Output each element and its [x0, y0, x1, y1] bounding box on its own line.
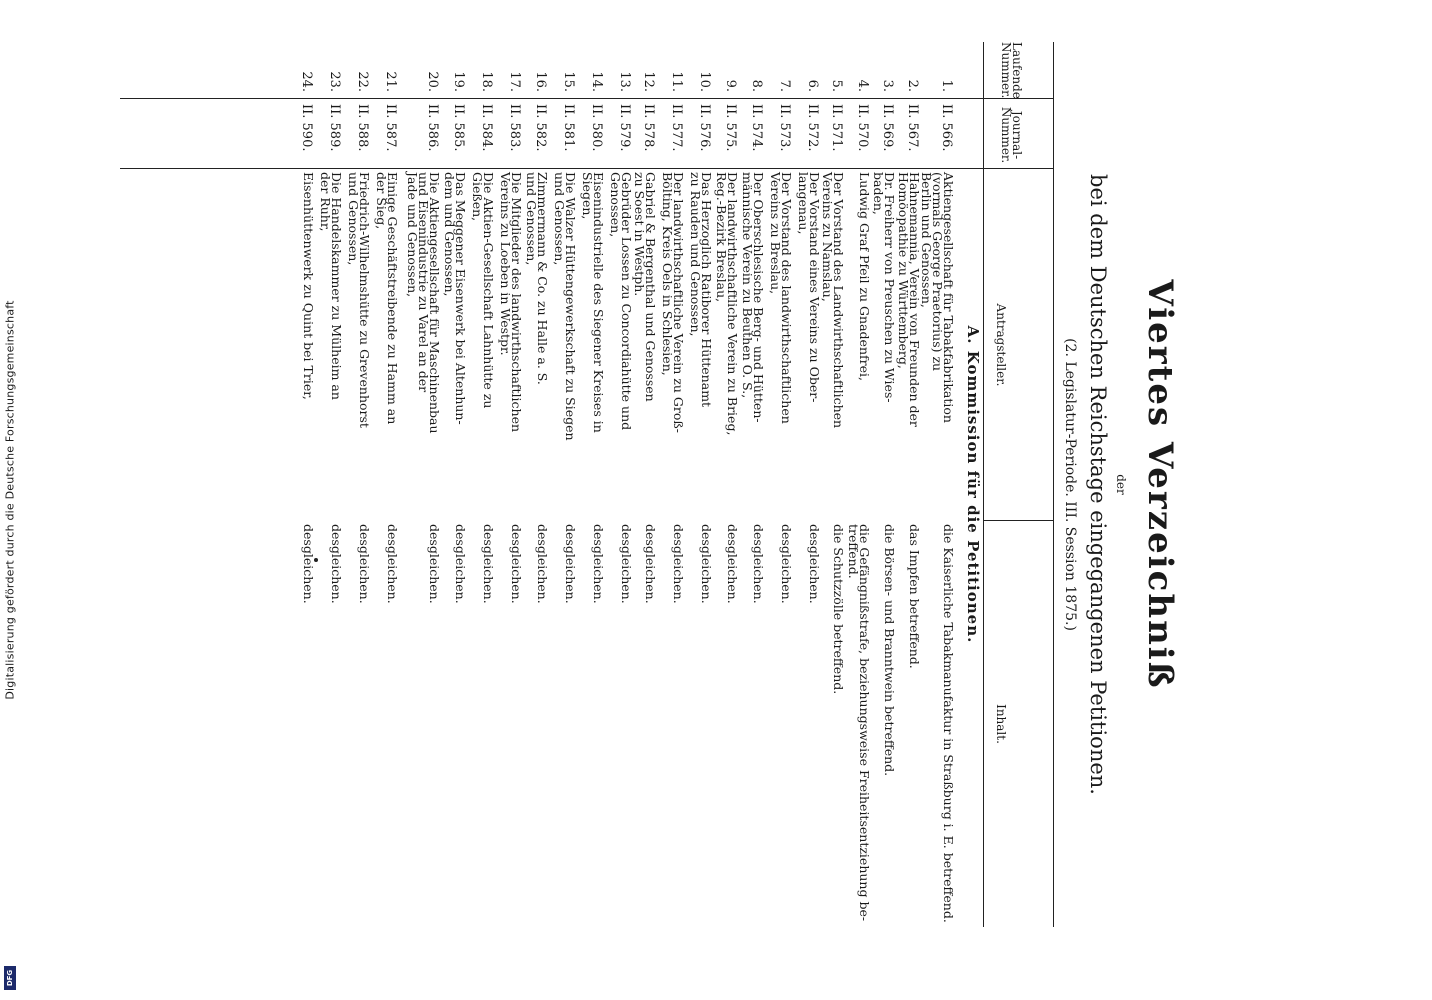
journal-number: II. 569. — [880, 104, 895, 152]
column-header-journal: Journal- Nummer. — [999, 106, 1024, 164]
inhalt-cell: desgleichen. — [779, 524, 794, 604]
inhalt-cell: desgleichen. — [699, 524, 714, 604]
antragsteller-cell: Der Vorstand des Landwirthschaftlichen Vereins zu Namslau, — [820, 172, 846, 429]
inhalt-cell: die Kaiserliche Tabakmanufaktur in Straßburg i. E. betreffend. — [941, 524, 956, 923]
journal-number: II. 586. — [425, 104, 440, 152]
antragsteller-cell: Dr. Freiherr von Preuschen zu Wies- baden, — [871, 172, 897, 403]
row-number: 17. — [507, 71, 522, 92]
inhalt-cell: desgleichen. — [619, 524, 634, 604]
inhalt-cell: desgleichen. — [385, 524, 400, 604]
journal-number: II. 590. — [299, 104, 314, 152]
antragsteller-cell: Der landwirthschaftliche Verein zu Brieg, Reg.-Bezirk Breslau, — [714, 172, 740, 436]
antragsteller-cell: Ludwig Graf Pfeil zu Gnadenfrei, — [857, 172, 872, 381]
antragsteller-cell: Der Vorstand des landwirthschaftlichen Vereins zu Breslau, — [768, 172, 794, 424]
row-number: 23. — [327, 71, 342, 92]
antragsteller-cell: Eisenhüttenwerk zu Quint bei Trier, — [301, 172, 316, 400]
journal-number: II. 584. — [479, 104, 494, 152]
column-header-lauf: Laufende Nummer. — [999, 42, 1024, 99]
column-header-antragsteller: Antragsteller. — [994, 303, 1008, 387]
inhalt-cell: desgleichen. — [535, 524, 550, 604]
journal-number: II. 571. — [829, 104, 844, 152]
antragsteller-cell: Hahnemannia, Verein von Freunden der Homöopathie zu Württemberg, — [896, 172, 922, 427]
journal-number: II. 573. — [777, 104, 792, 152]
dfg-logo — [4, 966, 16, 990]
journal-number: II. 587. — [383, 104, 398, 152]
antragsteller-cell: Der Vorstand eines Vereins zu Ober- langenau, — [796, 172, 822, 403]
journal-number: II. 575. — [723, 104, 738, 152]
inhalt-cell: desgleichen. — [453, 524, 468, 604]
inhalt-cell: desgleichen. — [357, 524, 372, 604]
row-number: 14. — [589, 71, 604, 92]
dfg-logo-text: DFG — [6, 969, 14, 987]
journal-number: II. 583. — [507, 104, 522, 152]
journal-number: II. 580. — [589, 104, 604, 152]
row-number: 10. — [697, 71, 712, 92]
journal-number: II. 588. — [355, 104, 370, 152]
journal-number: II. 570. — [855, 104, 870, 152]
antragsteller-cell: Das Herzoglich Ratiborer Hüttenamt zu Rauden und Genossen, — [688, 172, 714, 408]
inhalt-cell: die Schutzzölle betreffend. — [831, 524, 846, 695]
inhalt-cell: desgleichen. — [807, 524, 822, 604]
row-number: 22. — [355, 71, 370, 92]
row-number: 19. — [451, 71, 466, 92]
inhalt-cell: desgleichen. — [591, 524, 606, 604]
inhalt-cell: desgleichen. — [671, 524, 686, 604]
journal-number: II. 576. — [697, 104, 712, 152]
inhalt-cell: desgleichen. — [301, 524, 316, 604]
digitization-credit — [0, 0, 20, 1000]
row-number: 7. — [777, 79, 792, 92]
row-number: 20. — [425, 71, 440, 92]
journal-number: II. 566. — [939, 104, 954, 152]
antragsteller-cell: Zimmermann & Co. zu Halle a. S. und Genossen, — [524, 172, 550, 385]
section-heading: A. Kommission für die Petitionen. — [964, 325, 982, 644]
inhalt-cell: desgleichen. — [751, 524, 766, 604]
inhalt-cell: desgleichen. — [563, 524, 578, 604]
antragsteller-cell: Der landwirthschaftliche Verein zu Groß- Bölting, Kreis Oels in Schlesien, — [660, 172, 686, 433]
column-header-inhalt: Inhalt. — [994, 704, 1008, 744]
row-number: 21. — [383, 71, 398, 92]
journal-number: II. 567. — [905, 104, 920, 152]
row-number: 15. — [561, 71, 576, 92]
inhalt-cell: desgleichen. — [509, 524, 524, 604]
antragsteller-cell: Eisenindustrielle des Siegener Kreises in Siegen, — [580, 172, 606, 433]
inhalt-cell: desgleichen. — [725, 524, 740, 604]
row-number: 4. — [855, 79, 870, 92]
row-number: 12. — [641, 71, 656, 92]
table-top-rule — [1053, 42, 1054, 927]
row-number: 24. — [299, 71, 314, 92]
column-divider-3 — [984, 520, 1053, 521]
inhalt-cell: das Impfen betreffend. — [907, 524, 922, 669]
antragsteller-cell: Die Mitglieder des landwirthschaftlichen Vereins zu Loeben in Westpr. — [498, 172, 524, 433]
journal-number: II. 574. — [749, 104, 764, 152]
row-number: 2. — [905, 79, 920, 92]
document-title: Viertes Verzeichniß — [1140, 279, 1180, 690]
antragsteller-cell: Die Handelskammer zu Mülheim an der Ruhr, — [318, 172, 344, 400]
row-number: 11. — [669, 71, 684, 92]
row-number: 13. — [617, 71, 632, 92]
document-der: der — [1114, 474, 1128, 495]
journal-number: II. 582. — [533, 104, 548, 152]
antragsteller-cell: Gabriel & Bergenthal und Genossen zu Soest in Westph. — [632, 172, 658, 402]
inhalt-cell: desgleichen. — [427, 524, 442, 604]
document-subtitle: bei dem Deutschen Reichstage eingegangenen Petitionen. — [1086, 174, 1110, 795]
row-number: 3. — [880, 79, 895, 92]
row-number: 8. — [749, 79, 764, 92]
journal-number: II. 578. — [641, 104, 656, 152]
header-bottom-rule — [983, 42, 984, 927]
antragsteller-cell: Friedrich-Wilhelmshütte zu Grevenhorst und Genossen, — [346, 172, 372, 428]
antragsteller-cell: Das Meggener Eisenwerk bei Altenhun- dem und Genossen, — [442, 172, 468, 425]
antragsteller-cell: Aktiengesellschaft für Tabakfabrikation (vormals George Praetorius) zu Berlin und Genossen, — [919, 172, 956, 423]
rotated-page — [120, 42, 1180, 927]
inhalt-cell: desgleichen. — [329, 524, 344, 604]
antragsteller-cell: Die Aktien-Gesellschaft Lahnhütte zu Gießen, — [470, 172, 496, 409]
row-number: 1. — [939, 79, 954, 92]
inhalt-cell: die Gefängnißstrafe, beziehungsweise Freiheitsentziehung be- treffend. — [846, 524, 872, 922]
antragsteller-cell: Die Walzer Hüttengewerkschaft zu Siegen und Genossen, — [552, 172, 578, 441]
row-number: 16. — [533, 71, 548, 92]
antragsteller-cell: Die Aktiengesellschaft für Maschinenbau und Eisenindustrie zu Varel an der Jade und Genossen, — [405, 172, 442, 434]
row-number: 9. — [723, 79, 738, 92]
inhalt-cell: desgleichen. — [643, 524, 658, 604]
antragsteller-cell: Einige Geschäftstreibende zu Hamm an der Sieg, — [374, 172, 400, 425]
inhalt-cell: desgleichen. — [481, 524, 496, 604]
row-number: 5. — [829, 79, 844, 92]
antragsteller-cell: Der Oberschlesische Berg- und Hütten- männische Verein zu Beuthen O. S., — [740, 172, 766, 423]
petition-table — [120, 42, 954, 927]
journal-number: II. 572. — [805, 104, 820, 152]
journal-number: II. 577. — [669, 104, 684, 152]
antragsteller-cell: Gebrüder Lossen zu Concordiahütte und Genossen, — [608, 172, 634, 431]
inhalt-cell: die Börsen- und Branntwein betreffend. — [882, 524, 897, 777]
row-number: 6. — [805, 79, 820, 92]
journal-number: II. 585. — [451, 104, 466, 152]
journal-number: II. 579. — [617, 104, 632, 152]
journal-number: II. 581. — [561, 104, 576, 152]
legislative-period: (2. Legislatur-Periode. III. Session 1875.) — [1062, 338, 1078, 631]
row-number: 18. — [479, 71, 494, 92]
journal-number: II. 589. — [327, 104, 342, 152]
credit-text: Digitalisierung gefördert durch die Deutsche Forschungsgemeinschaft — [3, 300, 17, 700]
